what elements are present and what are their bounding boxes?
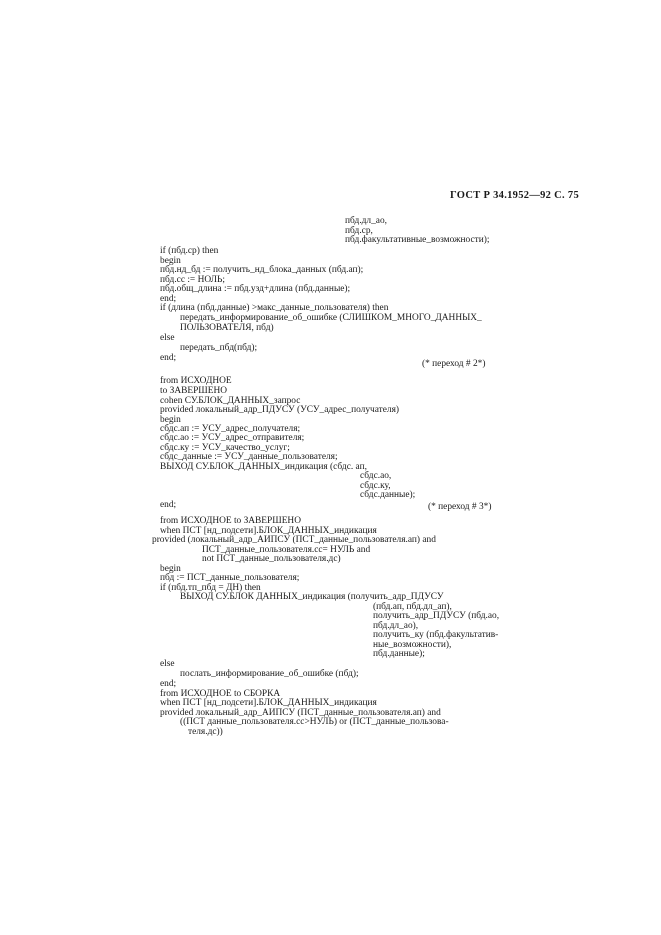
code-line: (пбд.ап, пбд.дл_ап), xyxy=(373,602,452,612)
code-line: ВЫХОД СУ.БЛОК_ДАННЫХ_индикация (сбдс. ап, xyxy=(160,462,367,472)
code-line: сбдс.ап := УСУ_адрес_получателя; xyxy=(160,424,301,434)
running-header: ГОСТ Р 34.1952—92 С. 75 xyxy=(450,190,579,201)
code-line: begin xyxy=(160,415,181,425)
code-line: сбдс.ао, xyxy=(360,471,392,481)
code-line: provided (локальный_адр_АИПСУ (ПСТ_данные_пользователя.ап) and xyxy=(152,535,436,545)
code-line: пбд.дл_ао), xyxy=(373,621,419,631)
code-line: if (длина (пбд.данные) >макс_данные_пользователя) then xyxy=(160,303,389,313)
code-line: provided локальный_адр_АИПСУ (ПСТ_данные_пользователя.ап) and xyxy=(160,708,441,718)
code-line: пбд.нд_бд := получить_нд_блока_данных (пбд.ап); xyxy=(160,265,364,275)
code-line: cohen СУ.БЛОК_ДАННЫХ_запрос xyxy=(160,396,301,406)
code-line: пбд.данные); xyxy=(373,649,425,659)
code-line: пбд.дл_ао, xyxy=(345,216,387,226)
code-line: end; xyxy=(160,353,177,363)
code-line: begin xyxy=(160,256,181,266)
transition-marker: (* переход # 3*) xyxy=(428,502,492,512)
transition-marker: (* переход # 2*) xyxy=(422,359,486,369)
code-line: to ЗАВЕРШЕНО xyxy=(160,386,228,396)
code-line: передать_информирование_об_ошибке (СЛИШКОМ_МНОГО_ДАННЫХ_ xyxy=(180,313,482,323)
code-line: теля.дс)) xyxy=(188,727,223,737)
code-line: пбд.факультативные_возможности); xyxy=(345,235,490,245)
code-line: ПСТ_данные_пользователя.сс= НУЛЬ and xyxy=(202,545,371,555)
code-line: from ИСХОДНОЕ to ЗАВЕРШЕНО xyxy=(160,516,301,526)
code-line: пбд.сс := НОЛЬ; xyxy=(160,275,225,285)
code-line: пбд.общ_длина := пбд.узд+длина (пбд.данные); xyxy=(160,284,351,294)
code-line: получить_ку (пбд.факультатив- xyxy=(373,630,499,640)
code-line: сбдс_данные := УСУ_данные_пользователя; xyxy=(160,452,338,462)
code-line: not ПСТ_данные_пользователя.дс) xyxy=(202,554,341,564)
code-line: if (пбд.тп_пбд = ДН) then xyxy=(160,583,261,593)
code-line: передать_пбд(пбд); xyxy=(180,343,258,353)
code-line: else xyxy=(160,659,175,669)
code-line: ((ПСТ данные_пользователя.сс>НУЛЬ) or (ПСТ_данные_пользова- xyxy=(180,717,449,727)
code-line: послать_информирование_об_ошибке (пбд); xyxy=(180,669,359,679)
code-line: ные_возможности), xyxy=(373,640,452,650)
code-line: сбдс.ку, xyxy=(360,481,391,491)
code-line: сбдс.ао := УСУ_адрес_отправителя; xyxy=(160,433,305,443)
code-line: from ИСХОДНОЕ xyxy=(160,376,232,386)
code-line: end; xyxy=(160,500,177,510)
code-line: end; xyxy=(160,679,177,689)
code-line: получить_адр_ПДУСУ (пбд.ао, xyxy=(373,611,500,621)
code-line: else xyxy=(160,333,175,343)
code-line: сбдс.данные); xyxy=(360,490,416,500)
code-line: begin xyxy=(160,564,181,574)
code-line: when ПСТ [нд_подсети].БЛОК_ДАННЫХ_индикация xyxy=(160,698,377,708)
code-line: if (пбд.ср) then xyxy=(160,246,219,256)
code-line: ПОЛЬЗОВАТЕЛЯ, пбд) xyxy=(180,323,274,333)
code-line: пбд := ПСТ_данные_пользователя; xyxy=(160,573,300,583)
code-line: сбдс.ку := УСУ_качество_услуг; xyxy=(160,443,290,453)
code-line: end; xyxy=(160,294,177,304)
code-line: when ПСТ [нд_подсети].БЛОК_ДАННЫХ_индикация xyxy=(160,526,377,536)
code-line: ВЫХОД СУ.БЛОК ДАННЫХ_индикация (получить_адр_ПДУСУ xyxy=(180,592,444,602)
code-line: provided локальный_адр_ПДУСУ (УСУ_адрес_получателя) xyxy=(160,405,400,415)
code-line: пбд.ср, xyxy=(345,226,373,236)
code-line: from ИСХОДНОЕ to СБОРКА xyxy=(160,689,281,699)
